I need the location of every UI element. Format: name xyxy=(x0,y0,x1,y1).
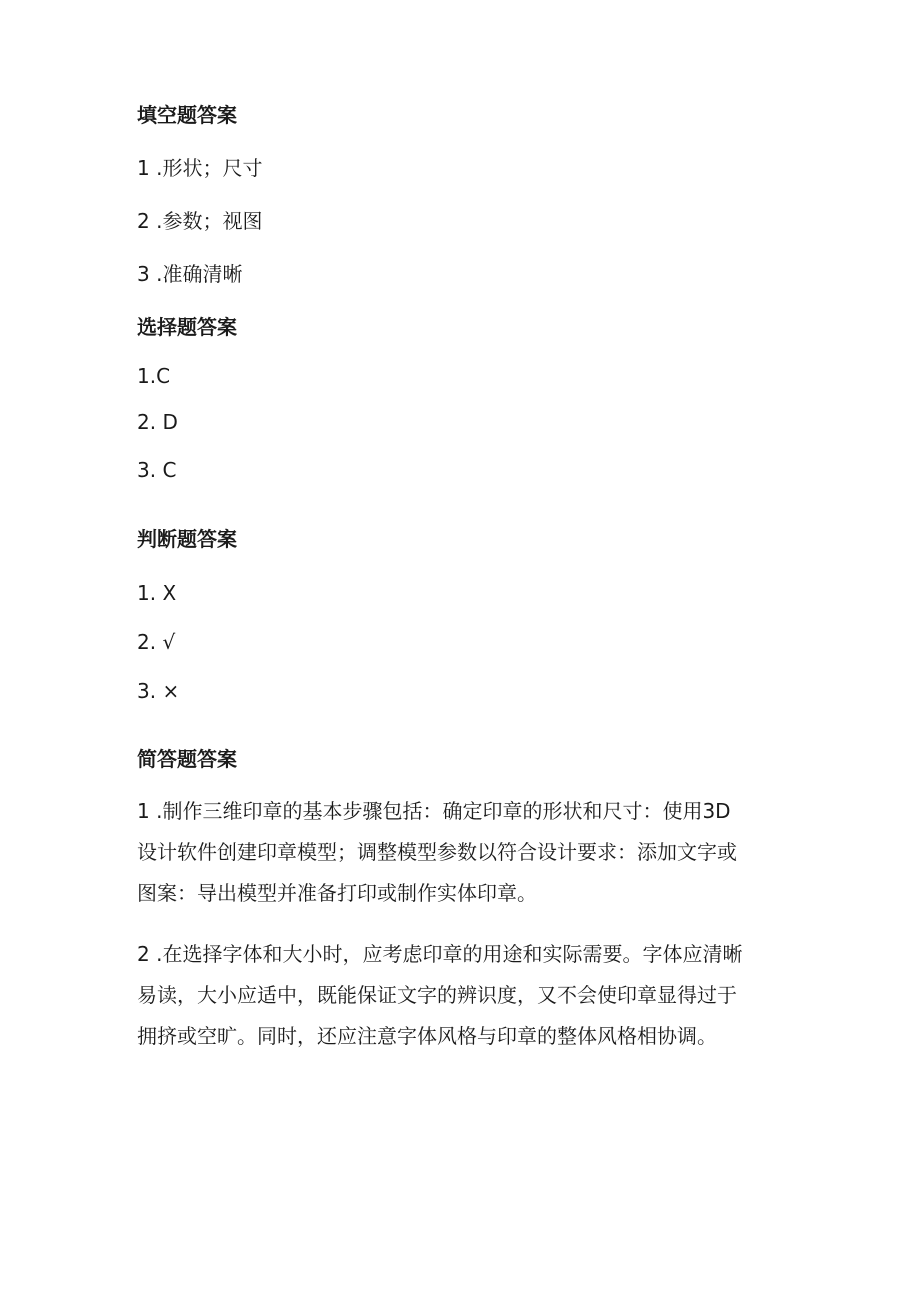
section-heading-short-answer: 简答题答案 xyxy=(137,747,237,771)
short-answer-1: 1 .制作三维印章的基本步骤包括：确定印章的形状和尺寸：使用3D 设计软件创建印章模型；调整模型参数以符合设计要求：添加文字或 图案：导出模型并准备打印或制作实体印章。 xyxy=(137,799,737,905)
fill-blank-answer-1: 1 .形状；尺寸 xyxy=(137,156,263,180)
multiple-choice-answer-1: 1.C xyxy=(137,364,171,388)
true-false-answer-3: 3. × xyxy=(137,679,180,703)
section-heading-true-false: 判断题答案 xyxy=(137,527,237,551)
section-heading-fill-blank: 填空题答案 xyxy=(137,103,237,127)
fill-blank-answer-3: 3 .准确清晰 xyxy=(137,262,243,286)
fill-blank-answer-2: 2 .参数；视图 xyxy=(137,209,263,233)
multiple-choice-answer-2: 2. D xyxy=(137,410,178,434)
true-false-answer-1: 1. X xyxy=(137,581,177,605)
section-heading-multiple-choice: 选择题答案 xyxy=(137,315,237,339)
true-false-answer-2: 2. √ xyxy=(137,630,176,654)
multiple-choice-answer-3: 3. C xyxy=(137,458,177,482)
short-answer-2: 2 .在选择字体和大小时，应考虑印章的用途和实际需要。字体应清晰 易读，大小应适中，既能保证文字的辨识度，又不会使印章显得过于 拥挤或空旷。同时，还应注意字体风格与印章的整体风格相协调。 xyxy=(137,942,743,1048)
